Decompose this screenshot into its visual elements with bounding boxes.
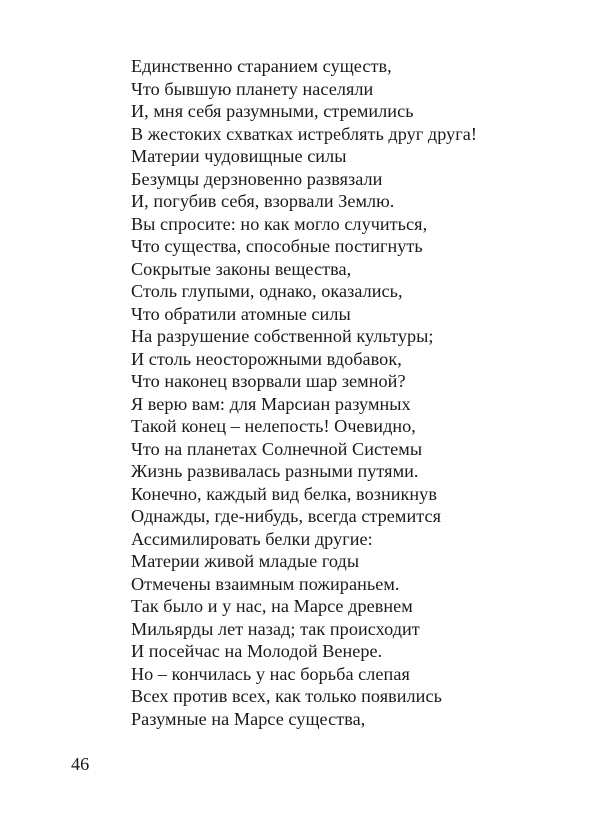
poem-line: И посейчас на Молодой Венере. <box>131 641 383 661</box>
poem-line: Жизнь развивалась разными путями. <box>131 461 419 481</box>
poem-line: Такой конец – нелепость! Очевидно, <box>131 416 416 436</box>
poem-line: Единственно старанием существ, <box>131 56 392 76</box>
poem-line: Ассимилировать белки другие: <box>131 528 373 549</box>
poem-line: Что обратили атомные силы <box>131 303 351 324</box>
poem-line: Отмечены взаимным пожираньем. <box>131 573 400 594</box>
poem-line: Что бывшую планету населяли <box>131 78 374 99</box>
poem-line: Конечно, каждый вид белка, возникнув <box>131 483 437 504</box>
poem-line: Что на планетах Солнечной Системы <box>131 438 423 459</box>
poem-line: Но – кончилась у нас борьба слепая <box>131 663 410 684</box>
poem-line: Мильярды лет назад; так происходит <box>131 618 420 639</box>
poem-line: В жестоких схватках истреблять друг друга! <box>131 123 477 144</box>
poem-line: Сокрытые законы вещества, <box>131 258 352 279</box>
poem-line: Столь глупыми, однако, оказались, <box>131 281 403 301</box>
poem-line: Вы спросите: но как могло случиться, <box>131 213 428 234</box>
page-number: 46 <box>71 754 90 774</box>
poem-line: На разрушение собственной культуры; <box>131 326 434 346</box>
poem-text <box>131 55 551 730</box>
poem-line: Материи живой младые годы <box>131 551 360 571</box>
poem-line: Так было и у нас, на Марсе древнем <box>131 596 413 616</box>
poem-line: И столь неосторожными вдобавок, <box>131 348 402 369</box>
poem-line: Безумцы дерзновенно развязали <box>131 168 383 189</box>
poem-line: И, мня себя разумными, стремились <box>131 101 414 121</box>
poem-line: Разумные на Марсе существа, <box>131 708 366 729</box>
poem-line: Однажды, где-нибудь, всегда стремится <box>131 506 442 526</box>
poem-line: Я верю вам: для Марсиан разумных <box>131 393 411 414</box>
poem-line: И, погубив себя, взорвали Землю. <box>131 191 395 211</box>
poem-line: Что наконец взорвали шар земной? <box>131 371 406 391</box>
poem-line: Что существа, способные постигнуть <box>131 236 423 256</box>
poem-line: Всех против всех, как только появились <box>131 686 442 706</box>
poem-line: Материи чудовищные силы <box>131 146 347 166</box>
